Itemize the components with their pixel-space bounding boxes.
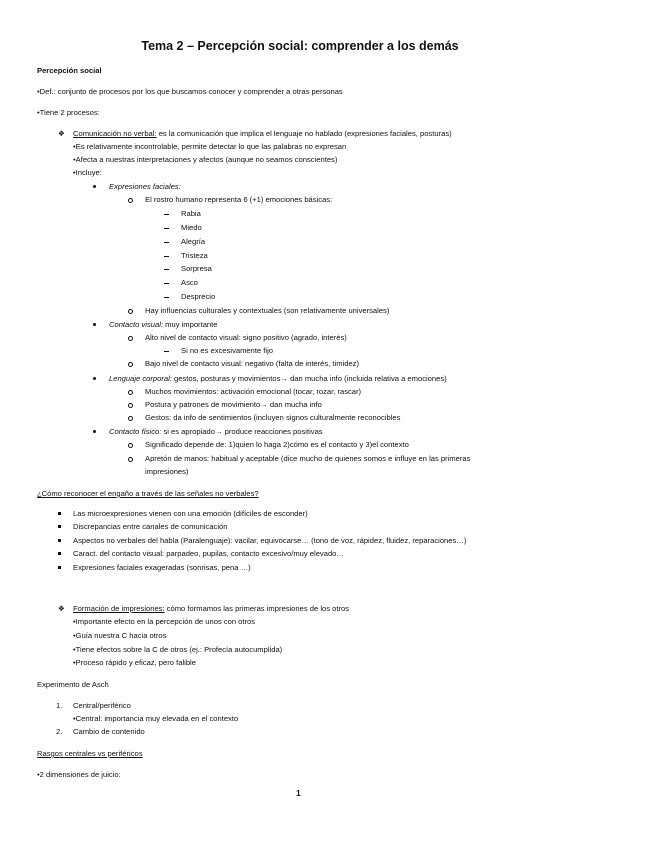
asch-num: 1. <box>56 701 63 710</box>
procesos-line: •Tiene 2 procesos: <box>37 108 100 117</box>
circle-bullet-icon <box>128 403 133 408</box>
engano-heading: ¿Cómo reconocer el engaño a través de las señales no verbales? <box>37 489 259 498</box>
square-bullet-icon <box>58 552 61 555</box>
emocion-item: Alegría <box>181 237 206 246</box>
cnv-sub-1: •Es relativamente incontrolable, permite detectar lo que las palabras no expresan <box>73 142 347 151</box>
dash-icon <box>164 283 169 284</box>
expresiones-label: Expresiones faciales: <box>109 182 181 191</box>
impresiones-sub: •Guía nuestra C hacia otros <box>73 631 167 640</box>
bullet-dot-icon <box>93 377 96 380</box>
dash-icon <box>164 297 169 298</box>
page-number: 1 <box>296 788 301 798</box>
square-bullet-icon <box>58 539 61 542</box>
cnv-sub-2: •Afecta a nuestras interpretaciones y afectos (aunque no seamos conscientes) <box>73 155 338 164</box>
circle-bullet-icon <box>128 390 133 395</box>
emocion-item: Tristeza <box>181 251 208 260</box>
cnv-rest: es la comunicación que implica el lenguaje no hablado (expresiones faciales, posturas) <box>156 129 452 138</box>
cnv-sub-3: •Incluye: <box>73 168 102 177</box>
excesivo-line: Si no es excesivamente fijo <box>181 346 274 355</box>
bullet-dot-icon <box>93 430 96 433</box>
impresiones-sub: •Importante efecto en la percepción de unos con otros <box>73 617 256 626</box>
dash-icon <box>164 214 169 215</box>
cnv-label: Comunicación no verbal: <box>73 129 157 138</box>
circle-bullet-icon <box>128 362 133 367</box>
contacto-fisico-item: Significado depende de: 1)quien lo haga 2)cómo es el contacto y 3)el contexto <box>145 440 409 449</box>
impresiones-sub: •Proceso rápido y eficaz, pero falible <box>73 658 196 667</box>
dash-icon <box>164 242 169 243</box>
lenguaje-item: Muchos movimientos: activación emocional (tocar, rozar, rascar) <box>145 387 362 396</box>
engano-item: Caract. del contacto visual: parpadeo, pupilas, contacto excesivo/muy elevado… <box>73 549 344 558</box>
asch-item: Central/periférico <box>73 701 131 710</box>
circle-bullet-icon <box>128 336 133 341</box>
diamond-bullet-icon: ❖ <box>58 129 65 138</box>
engano-item: Las microexpresiones vienen con una emoción (difíciles de esconder) <box>73 509 308 518</box>
impresiones-sub: •Tiene efectos sobre la C de otros (ej.: Profecía autocumplida) <box>73 645 283 654</box>
asch-num: 2. <box>56 727 63 736</box>
lenguaje-rest: gestos, posturas y movimientos→ dan mucha info (incluida relativa a emociones) <box>171 374 447 383</box>
dash-icon <box>164 256 169 257</box>
asch-central: •Central: importancia muy elevada en el contexto <box>73 714 239 723</box>
square-bullet-icon <box>58 566 61 569</box>
lenguaje-item: Postura y patrones de movimiento→ dan mucha info <box>145 400 322 409</box>
section-heading-percepcion: Percepción social <box>37 66 102 75</box>
bullet-dot-icon <box>93 323 96 326</box>
bajo-nivel-line: Bajo nivel de contacto visual: negativo (falta de interés, timidez) <box>145 359 360 368</box>
contacto-fisico-rest: si es apropiado→ produce reacciones positivas <box>161 427 323 436</box>
impresiones-rest: cómo formamos las primeras impresiones de los otros <box>164 604 350 613</box>
circle-bullet-icon <box>128 457 133 462</box>
engano-item: Discrepancias entre canales de comunicación <box>73 522 228 531</box>
diamond-bullet-icon: ❖ <box>58 604 65 613</box>
asch-heading: Experimento de Asch <box>37 680 109 689</box>
impresiones-label: Formación de impresiones: <box>73 604 165 613</box>
dash-icon <box>164 269 169 270</box>
circle-bullet-icon <box>128 443 133 448</box>
impresiones-line <box>73 604 349 614</box>
contacto-visual-label: Contacto visual: <box>109 320 164 329</box>
lenguaje-label: Lenguaje corporal: <box>109 374 172 383</box>
square-bullet-icon <box>58 512 61 515</box>
def-line: •Def.: conjunto de procesos por los que buscamos conocer y comprender a otras personas <box>37 87 343 96</box>
contacto-visual-line <box>109 320 217 330</box>
emocion-item: Asco <box>181 278 198 287</box>
rasgos-heading: Rasgos centrales vs periféricos <box>37 749 143 758</box>
engano-item: Aspectos no verbales del habla (Paralenguaje): vacilar, equivocarse… (tono de voz, rápidez, fluidez, reparaciones…) <box>73 536 467 545</box>
circle-bullet-icon <box>128 309 133 314</box>
emocion-item: Miedo <box>181 223 202 232</box>
page-title: Tema 2 – Percepción social: comprender a los demás <box>141 39 459 53</box>
lenguaje-line <box>109 374 447 384</box>
cnv-line <box>73 129 452 139</box>
contacto-fisico-label: Contacto físico: <box>109 427 162 436</box>
lenguaje-item: Gestos: da info de sentimientos (incluyen signos culturalmente reconocibles <box>145 413 401 422</box>
square-bullet-icon <box>58 525 61 528</box>
dimensiones-line: •2 dimensiones de juicio: <box>37 770 121 779</box>
contacto-fisico-line <box>109 427 323 437</box>
engano-item: Expresiones faciales exageradas (sonrisas, pena …) <box>73 563 251 572</box>
dash-icon <box>164 351 169 352</box>
rostro-line: El rostro humano representa 6 (+1) emociones básicas: <box>145 195 333 204</box>
emocion-item: Rabia <box>181 209 201 218</box>
circle-bullet-icon <box>128 416 133 421</box>
emocion-item: Sorpresa <box>181 264 212 273</box>
alto-nivel-line: Alto nivel de contacto visual: signo positivo (agrado, interés) <box>145 333 347 342</box>
asch-item: Cambio de contenido <box>73 727 145 736</box>
influencias-line: Hay influencias culturales y contextuales (son relativamente universales) <box>145 306 390 315</box>
bullet-dot-icon <box>93 185 96 188</box>
contacto-fisico-item: impresiones) <box>145 467 189 476</box>
emocion-item: Desprecio <box>181 292 216 301</box>
contacto-visual-rest: muy importante <box>163 320 218 329</box>
contacto-fisico-item: Apretón de manos: habitual y aceptable (dice mucho de quienes somos e influye en las primeras <box>145 454 471 463</box>
dash-icon <box>164 228 169 229</box>
circle-bullet-icon <box>128 198 133 203</box>
